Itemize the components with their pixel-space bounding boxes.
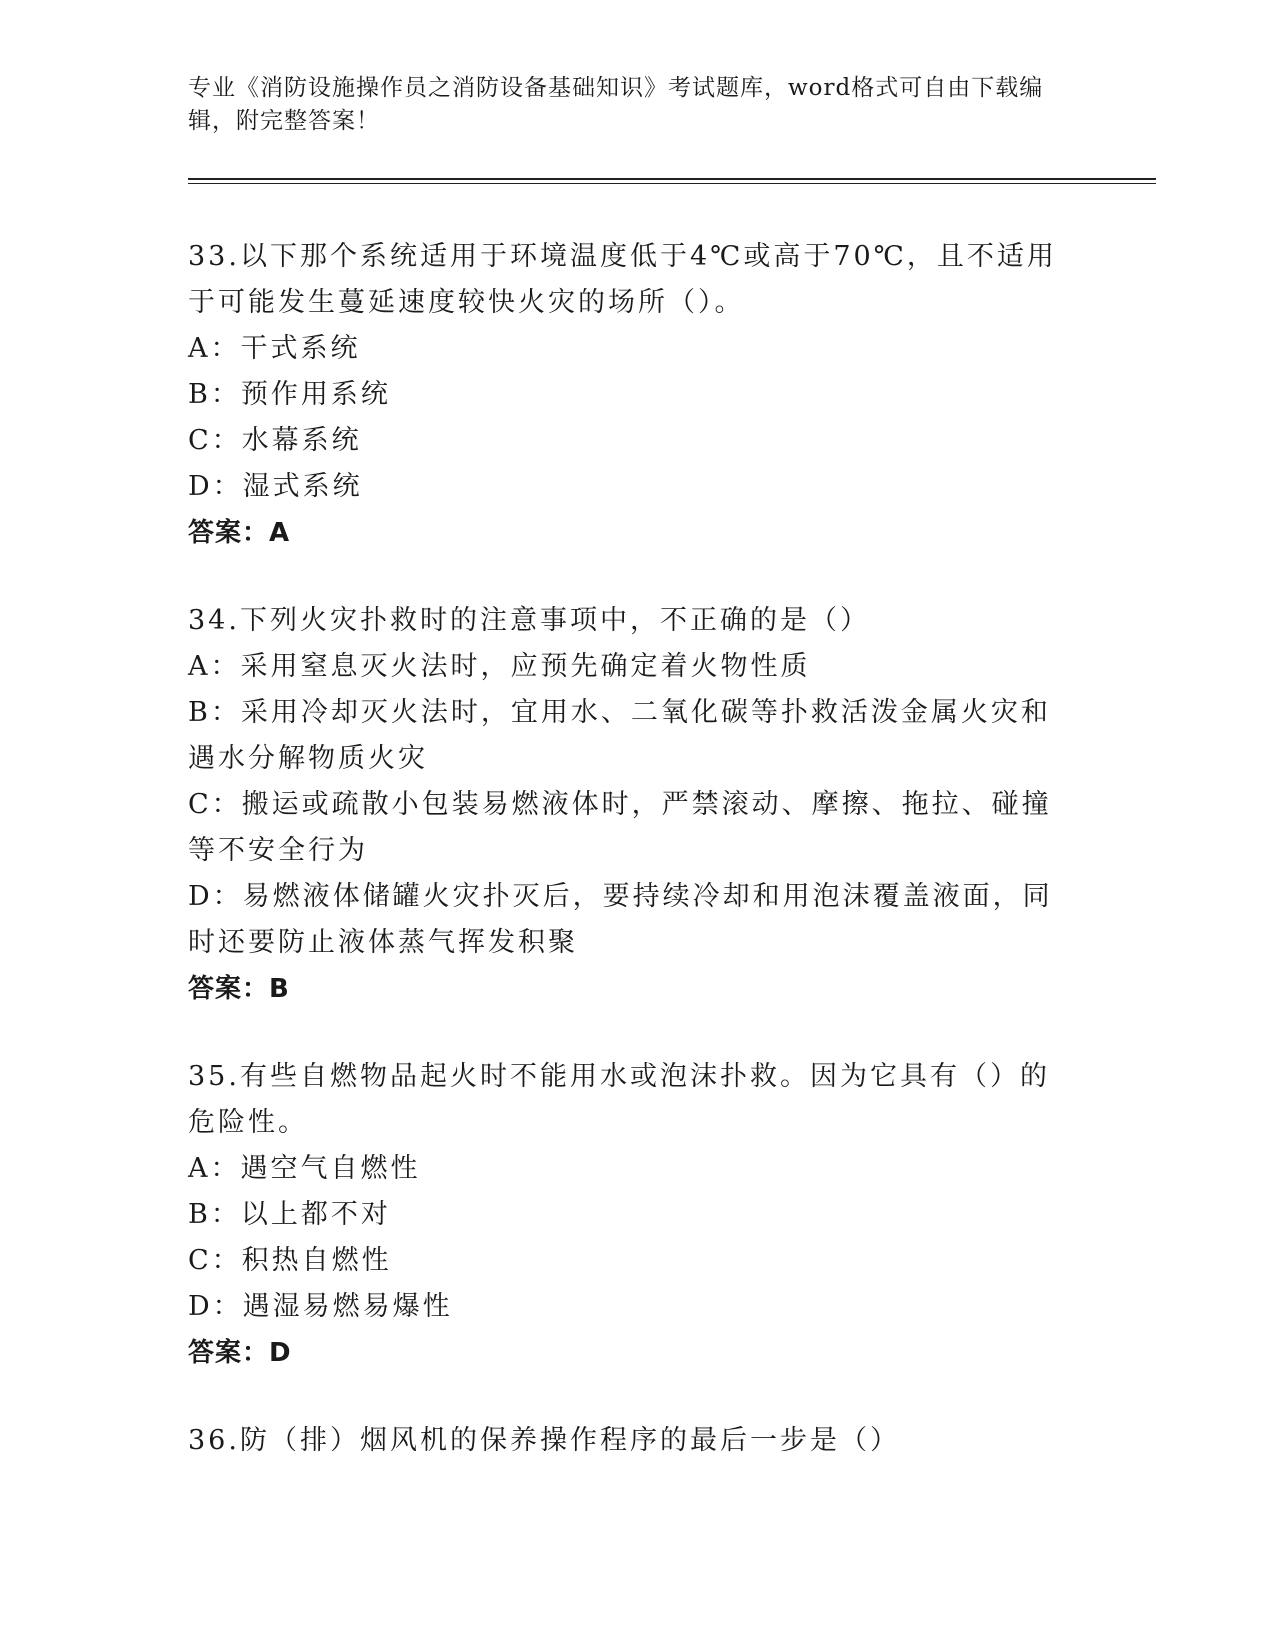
option-b: B：采用冷却灭火法时，宜用水、二氧化碳等扑救活泼金属火灾和遇水分解物质火灾 bbox=[188, 697, 1051, 774]
answer: 答案：D bbox=[188, 1338, 292, 1368]
answer: 答案：B bbox=[188, 974, 290, 1004]
option-b: B：以上都不对 bbox=[188, 1199, 391, 1230]
question-36 bbox=[188, 1418, 1078, 1464]
question-33 bbox=[188, 234, 1078, 556]
question-stem: 35.有些自燃物品起火时不能用水或泡沫扑救。因为它具有（）的危险性。 bbox=[188, 1061, 1050, 1138]
option-a: A：遇空气自燃性 bbox=[188, 1153, 421, 1184]
question-stem: 34.下列火灾扑救时的注意事项中，不正确的是（） bbox=[188, 605, 870, 636]
question-stem: 33.以下那个系统适用于环境温度低于4℃或高于70℃，且不适用于可能发生蔓延速度较快火灾的场所（）。 bbox=[188, 241, 1057, 318]
document-header: 专业《消防设施操作员之消防设备基础知识》考试题库，word格式可自由下载编辑，附完整答案！ bbox=[188, 75, 1044, 134]
option-b: B：预作用系统 bbox=[188, 379, 391, 410]
header-rule-bottom bbox=[188, 183, 1156, 184]
option-c: C：搬运或疏散小包装易燃液体时，严禁滚动、摩擦、拖拉、碰撞等不安全行为 bbox=[188, 789, 1052, 866]
option-d: D：遇湿易燃易爆性 bbox=[188, 1291, 453, 1322]
option-a: A：采用窒息灭火法时，应预先确定着火物性质 bbox=[188, 651, 811, 682]
question-34 bbox=[188, 598, 1078, 1012]
option-d: D：湿式系统 bbox=[188, 471, 363, 502]
answer: 答案：A bbox=[188, 518, 291, 548]
option-c: C：水幕系统 bbox=[188, 425, 362, 456]
question-list bbox=[188, 234, 1078, 1506]
question-35 bbox=[188, 1054, 1078, 1376]
header-rule-top bbox=[188, 178, 1156, 180]
option-a: A：干式系统 bbox=[188, 333, 361, 364]
question-stem: 36.防（排）烟风机的保养操作程序的最后一步是（） bbox=[188, 1425, 900, 1456]
option-c: C：积热自燃性 bbox=[188, 1245, 392, 1276]
option-d: D：易燃液体储罐火灾扑灭后，要持续冷却和用泡沫覆盖液面，同时还要防止液体蒸气挥发积聚 bbox=[188, 881, 1053, 958]
